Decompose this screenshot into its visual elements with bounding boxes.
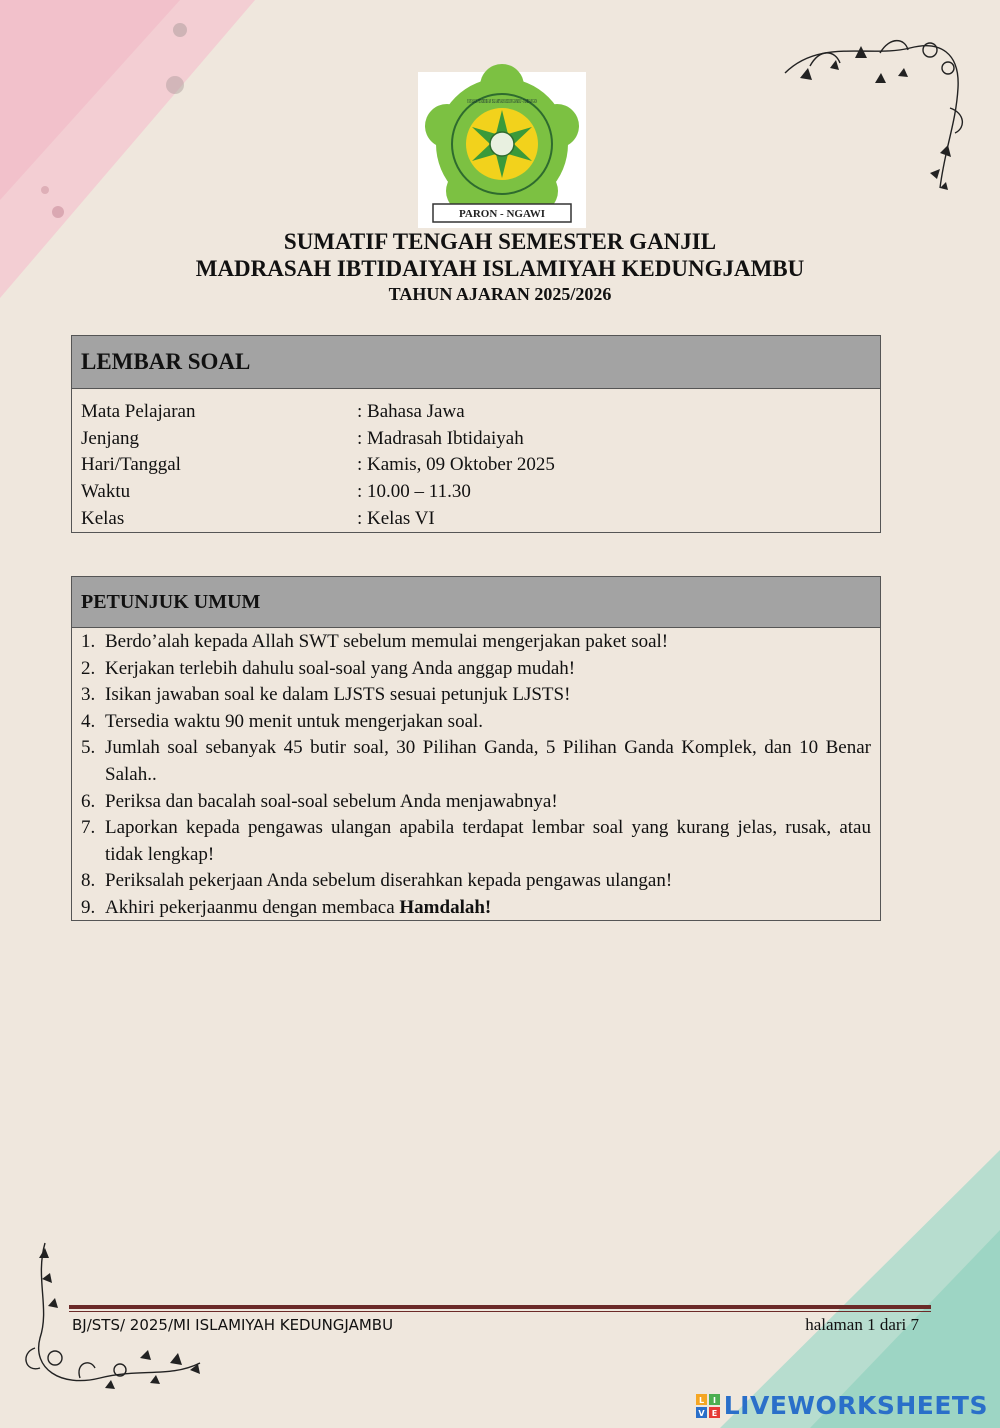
logo-letter: I [712, 1395, 716, 1405]
item-number: 6. [81, 790, 96, 812]
list-item [81, 656, 871, 683]
info-label: Kelas [81, 507, 125, 529]
item-text: Isikan jawaban soal ke dalam LJSTS sesuai petunjuk LJSTS! [105, 684, 571, 706]
info-value: : Kamis, 09 Oktober 2025 [357, 454, 555, 476]
list-item [81, 789, 871, 816]
lembar-soal-heading: LEMBAR SOAL [72, 336, 880, 389]
footer-rule-thin [69, 1311, 931, 1312]
item-number: 8. [81, 870, 96, 892]
info-value: : Kelas VI [357, 507, 435, 529]
info-label: Waktu [81, 481, 131, 503]
item-text: Periksalah pekerjaan Anda sebelum diserahkan kepada pengawas ulangan! [105, 870, 673, 892]
liveworksheets-wordmark: LIVEWORKSHEETS [723, 1391, 988, 1420]
logo-letter: E [711, 1408, 717, 1418]
page-title: SUMATIF TENGAH SEMESTER GANJIL [283, 229, 717, 254]
item-text: Berdo’alah kepada Allah SWT sebelum memulai mengerjakan paket soal! [105, 631, 669, 652]
item-text-bold: Hamdalah! [399, 896, 492, 918]
item-number: 5. [81, 737, 96, 759]
petunjuk-umum-box [71, 576, 881, 921]
lembar-soal-box [71, 335, 881, 533]
list-item [81, 735, 871, 788]
floral-ornament-top-right [780, 28, 975, 193]
info-row [81, 399, 880, 426]
logo-ring-text: YAYASAN PENDIDIKAN ISLAMIYAH KEDUNGJAMBU - JAMBANGAN [467, 99, 538, 105]
logo-letter: L [698, 1395, 704, 1405]
list-item [81, 709, 871, 736]
footer-rule [69, 1305, 931, 1309]
pink-watercolor-decoration [0, 0, 260, 300]
item-number: 4. [81, 710, 96, 732]
list-item [81, 682, 871, 709]
info-row [81, 452, 880, 479]
info-value: : Bahasa Jawa [357, 401, 465, 422]
footer-document-code: BJ/STS/ 2025/MI ISLAMIYAH KEDUNGJAMBU [72, 1316, 394, 1334]
academic-year: TAHUN AJARAN 2025/2026 [388, 284, 612, 304]
info-row [81, 479, 880, 506]
item-number: 2. [81, 657, 96, 679]
info-value: : 10.00 – 11.30 [357, 481, 471, 503]
item-text: Kerjakan terlebih dahulu soal-soal yang Anda anggap mudah! [105, 657, 576, 679]
logo-letter: V [698, 1408, 705, 1418]
item-text: Periksa dan bacalah soal-soal sebelum Anda menjawabnya! [105, 790, 558, 812]
liveworksheets-brand[interactable] [696, 1391, 988, 1420]
item-text: Laporkan kepada pengawas ulangan apabila terdapat lembar soal yang kurang jelas, rusak, atau tidak lengkap! [105, 817, 871, 865]
info-row [81, 506, 880, 533]
list-item [81, 868, 871, 895]
info-label: Mata Pelajaran [81, 401, 196, 422]
petunjuk-umum-heading: PETUNJUK UMUM [72, 577, 880, 628]
info-row [81, 426, 880, 453]
item-number: 1. [81, 631, 96, 652]
list-item [81, 629, 871, 656]
item-number: 9. [81, 896, 96, 918]
school-logo [418, 72, 586, 228]
item-text: Akhiri pekerjaanmu dengan membaca [105, 896, 400, 918]
list-item [81, 895, 871, 922]
info-label: Hari/Tanggal [81, 454, 181, 476]
item-number: 3. [81, 684, 96, 706]
school-name: MADRASAH IBTIDAIYAH ISLAMIYAH KEDUNGJAMBU [195, 256, 805, 281]
list-item [81, 815, 871, 868]
info-label: Jenjang [81, 427, 140, 449]
item-text: Tersedia waktu 90 menit untuk mengerjakan soal. [105, 710, 484, 732]
item-text: Jumlah soal sebanyak 45 butir soal, 30 Pilihan Ganda, 5 Pilihan Ganda Komplek, dan 10 Benar Salah.. [105, 737, 871, 785]
teal-watercolor-decoration [720, 1150, 1000, 1428]
logo-banner-text: PARON - NGAWI [459, 208, 545, 220]
footer-page-number: halaman 1 dari 7 [805, 1315, 919, 1334]
info-value: : Madrasah Ibtidaiyah [357, 427, 524, 449]
item-number: 7. [81, 817, 96, 839]
liveworksheets-logo-icon [696, 1394, 720, 1418]
